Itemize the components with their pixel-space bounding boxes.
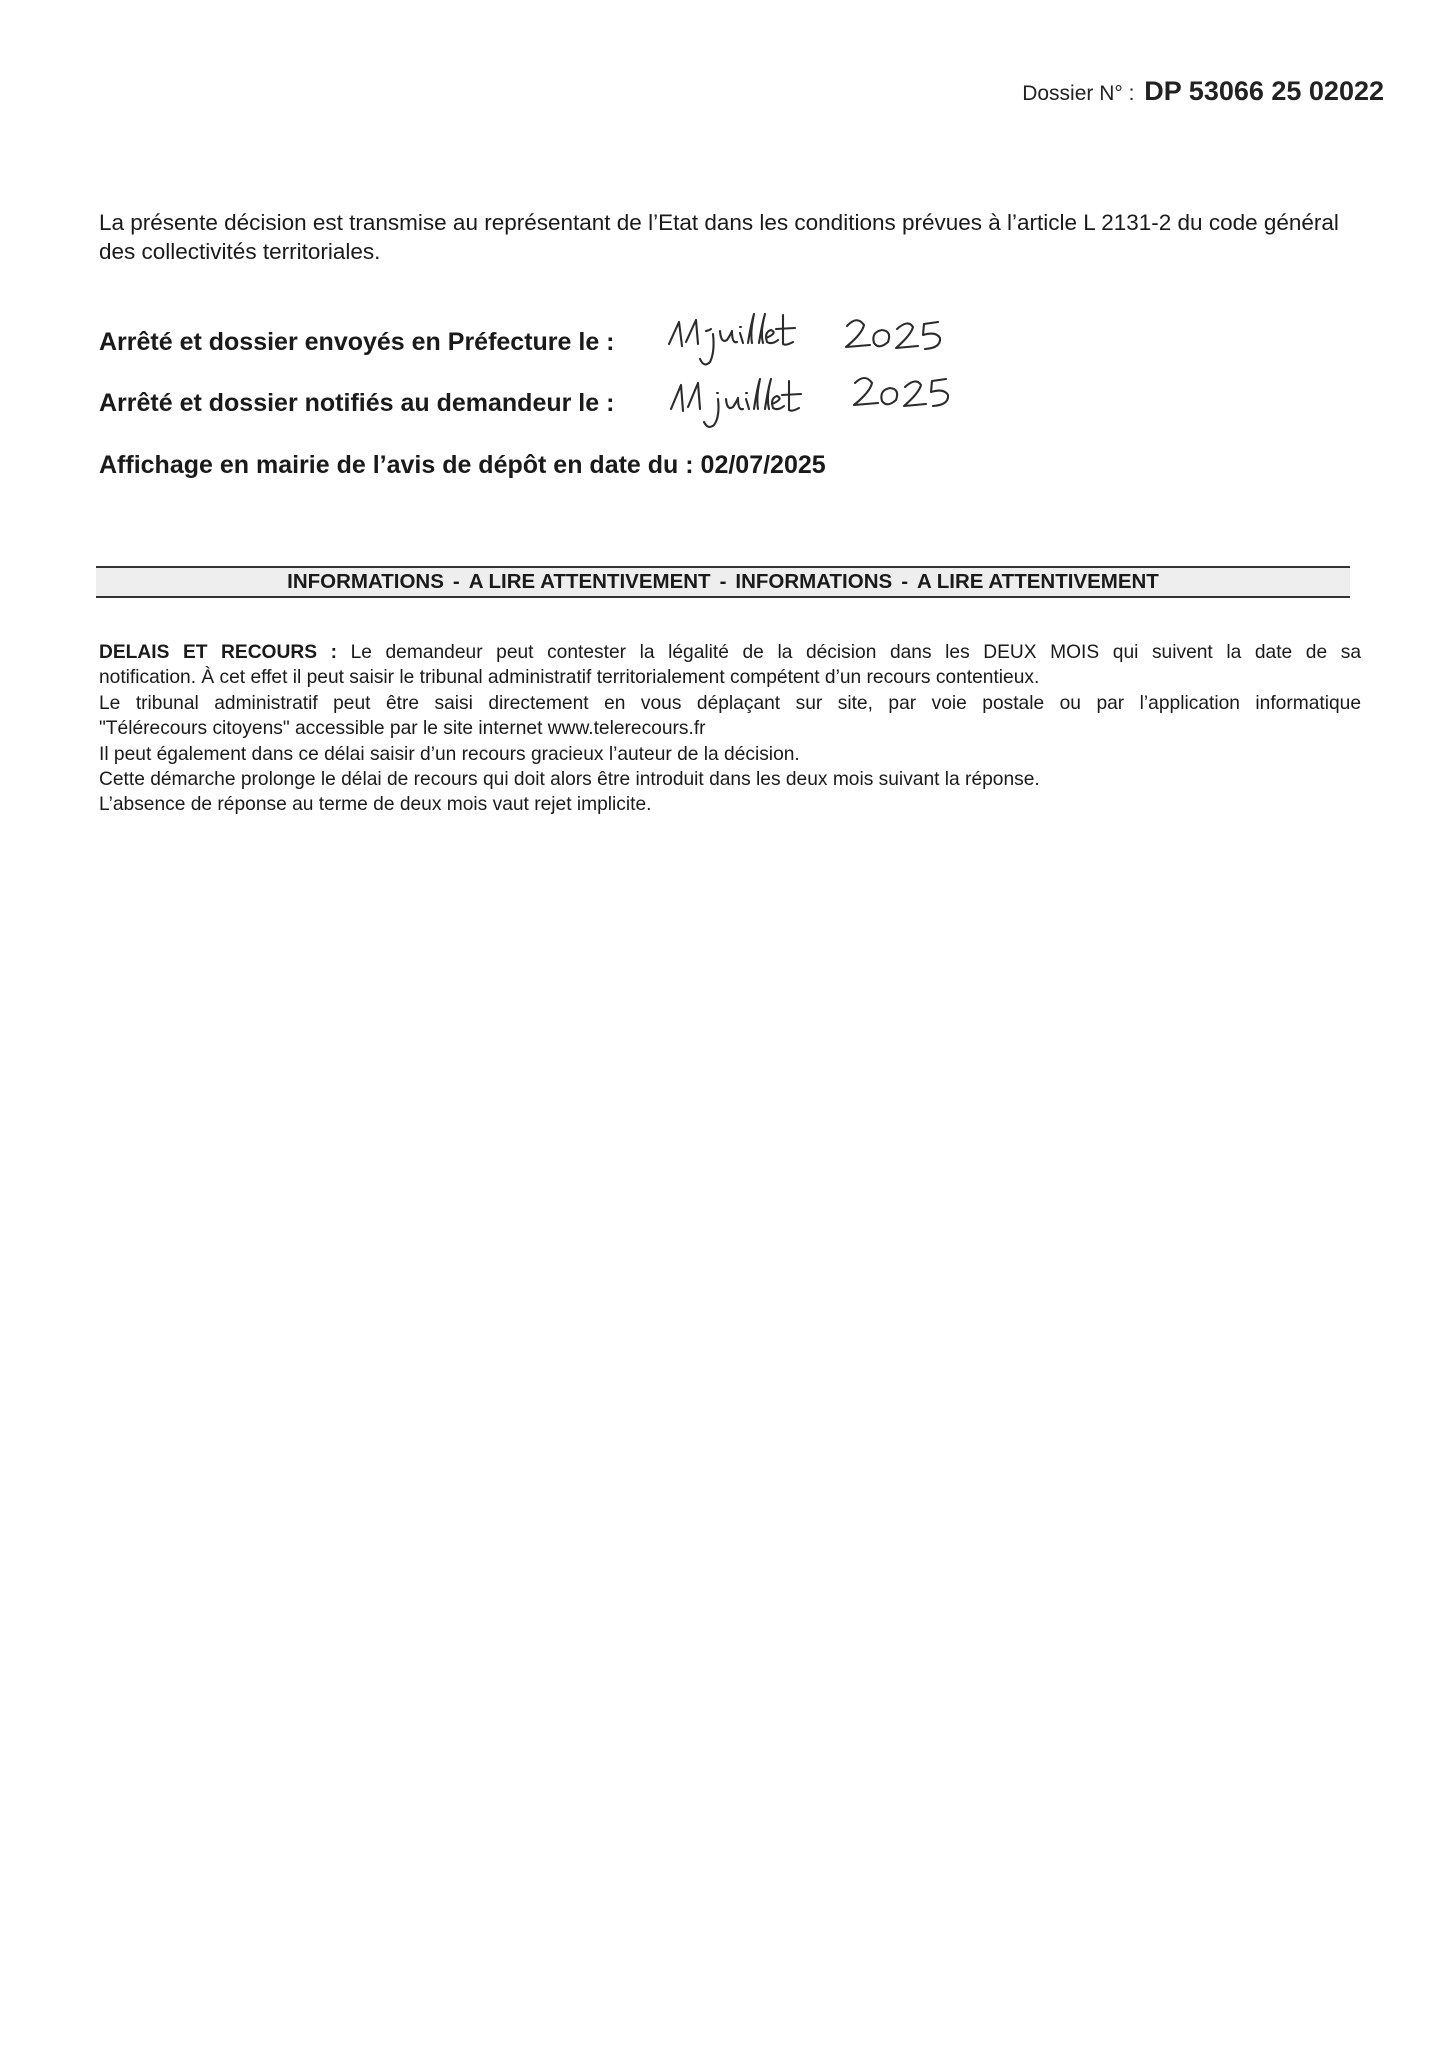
recours-line-6: Cette démarche prolonge le délai de recours qui doit alors être introduit dans les deux mois suivant la réponse. bbox=[99, 769, 1040, 791]
information-banner bbox=[96, 566, 1350, 598]
recours-text-1: Le demandeur peut contester la légalité de la décision dans les DEUX MOIS qui suivent la date de sa bbox=[350, 642, 1361, 663]
banner-text-4: A LIRE ATTENTIVEMENT bbox=[917, 570, 1159, 593]
dossier-number: DP 53066 25 02022 bbox=[1144, 76, 1384, 106]
banner-separator: - bbox=[901, 570, 909, 593]
recours-line-2: notification. À cet effet il peut saisir le tribunal administratif territorialement compétent d’un recours contentieux. bbox=[99, 667, 1040, 689]
affichage-date-line bbox=[99, 451, 826, 480]
recours-heading: DELAIS ET RECOURS : bbox=[99, 642, 337, 663]
banner-text-3: INFORMATIONS bbox=[735, 570, 893, 593]
banner-text-2: A LIRE ATTENTIVEMENT bbox=[468, 570, 711, 593]
recours-line-7: L’absence de réponse au terme de deux mois vaut rejet implicite. bbox=[99, 794, 652, 816]
banner-separator: - bbox=[719, 570, 727, 593]
demandeur-date-label: Arrêté et dossier notifiés au demandeur le : bbox=[99, 389, 615, 417]
dossier-label: Dossier N° : bbox=[1022, 82, 1135, 105]
dossier-reference bbox=[1022, 76, 1384, 107]
banner-separator: - bbox=[452, 570, 460, 593]
recours-line-4: "Télérecours citoyens" accessible par le site internet www.telerecours.fr bbox=[99, 718, 706, 740]
demandeur-handwritten-date bbox=[666, 363, 966, 431]
recours-line-5: Il peut également dans ce délai saisir d’un recours gracieux l’auteur de la décision. bbox=[99, 743, 800, 765]
prefecture-date-label: Arrêté et dossier envoyés en Préfecture le : bbox=[99, 328, 615, 356]
delais-recours-section bbox=[99, 640, 1361, 818]
intro-paragraph: La présente décision est transmise au représentant de l’Etat dans les conditions prévues à l’article L 2131-2 du code général des collectivités territoriales. bbox=[99, 210, 1339, 264]
banner-text-1: INFORMATIONS bbox=[287, 570, 444, 593]
recours-line-3: Le tribunal administratif peut être saisi directement en vous déplaçant sur site, par voie postale ou par l’application informatique bbox=[99, 692, 1361, 714]
prefecture-handwritten-date bbox=[666, 300, 966, 368]
affichage-date-value: 02/07/2025 bbox=[700, 451, 826, 479]
recours-line-1 bbox=[99, 640, 1361, 665]
affichage-date-label: Affichage en mairie de l’avis de dépôt en date du : bbox=[99, 451, 694, 479]
